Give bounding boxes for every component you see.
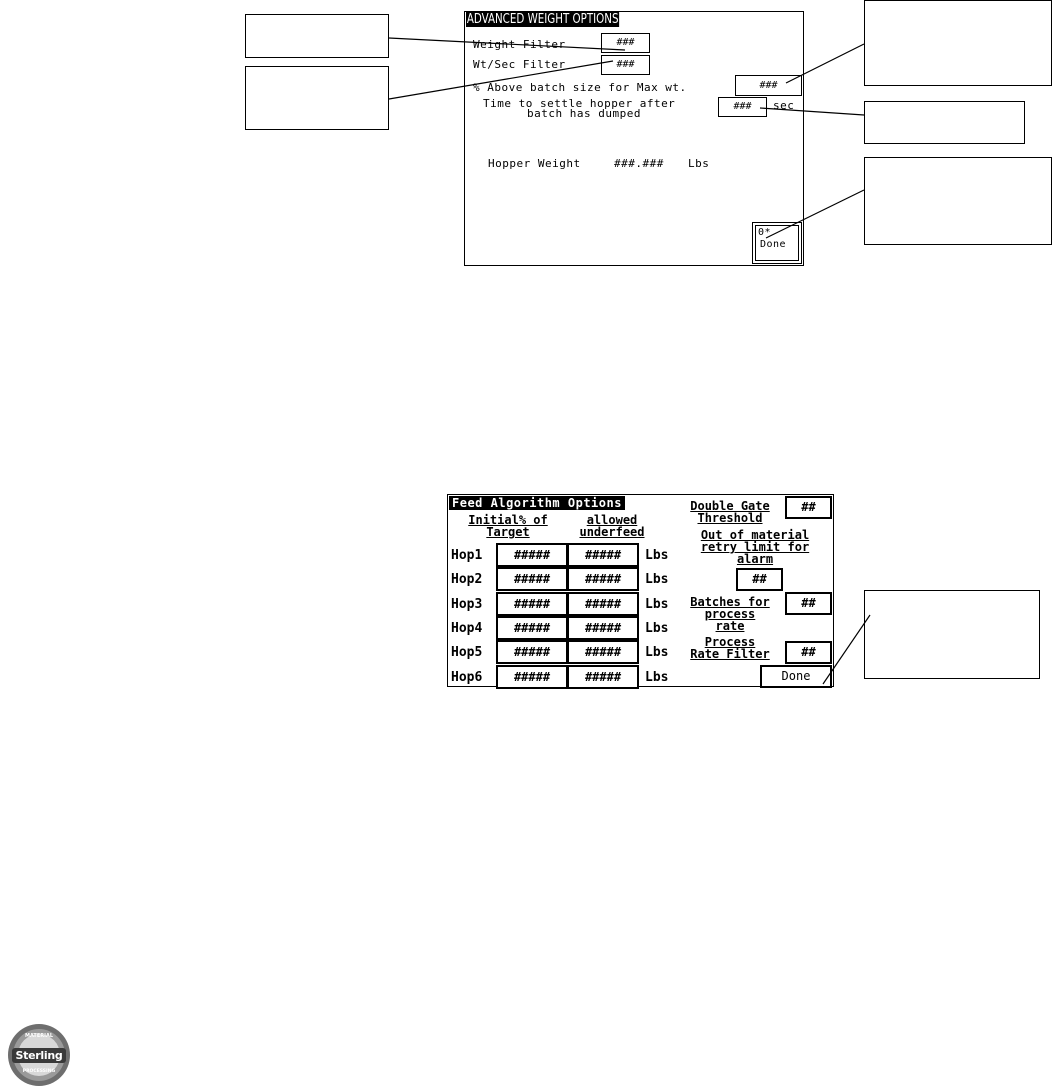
settle-unit: sec — [773, 99, 795, 112]
col2-header-line2: underfeed — [579, 525, 645, 539]
out-of-material-label-line2: retry limit for — [700, 540, 810, 554]
hop2-unit: Lbs — [645, 572, 669, 587]
hop1-label: Hop1 — [451, 548, 483, 563]
col1-header-line2: Target — [486, 525, 530, 539]
settle-time-field[interactable]: ### — [718, 97, 767, 117]
hopper-weight-label: Hopper Weight — [488, 157, 581, 170]
batches-label-line2: process — [704, 607, 756, 621]
callout-done-bottom — [864, 590, 1040, 679]
out-of-material-label-line1: Out of material — [700, 528, 810, 542]
done-key-shortcut: 0* — [758, 227, 772, 238]
settle-label-line1: Time to settle hopper after — [483, 97, 676, 110]
hop4-unit: Lbs — [645, 621, 669, 636]
logo-brand: Sterling — [15, 1049, 63, 1062]
hop3-underfeed-field[interactable]: ##### — [567, 592, 639, 616]
double-gate-label-line1: Double Gate — [690, 499, 770, 513]
hop1-unit: Lbs — [645, 548, 669, 563]
out-of-material-label-line3: alarm — [736, 552, 774, 566]
done-key-label: Done — [760, 239, 787, 250]
hop3-initial-field[interactable]: ##### — [496, 592, 568, 616]
hopper-weight-unit: Lbs — [688, 157, 710, 170]
settle-label-line2: batch has dumped — [527, 107, 641, 120]
hop2-underfeed-field[interactable]: ##### — [567, 567, 639, 591]
hop6-underfeed-field[interactable]: ##### — [567, 665, 639, 689]
feed-algorithm-options-title: Feed Algorithm Options — [449, 496, 625, 510]
hop2-initial-field[interactable]: ##### — [496, 567, 568, 591]
hop2-label: Hop2 — [451, 572, 483, 587]
batches-label-line1: Batches for — [690, 595, 770, 609]
done-key[interactable] — [752, 222, 802, 264]
col1-header-line1: Initial% of — [468, 513, 548, 527]
process-rate-field[interactable]: ## — [785, 641, 832, 664]
advanced-weight-options-title: ADVANCED WEIGHT OPTIONS — [466, 12, 619, 27]
hopper-weight-value: ###.### — [614, 157, 664, 170]
callout-settle-time — [864, 101, 1025, 144]
hop4-initial-field[interactable]: ##### — [496, 616, 568, 640]
hop5-unit: Lbs — [645, 645, 669, 660]
hop1-initial-field[interactable]: ##### — [496, 543, 568, 567]
hop1-underfeed-field[interactable]: ##### — [567, 543, 639, 567]
hop6-label: Hop6 — [451, 670, 483, 685]
batches-field[interactable]: ## — [785, 592, 832, 615]
above-batch-field[interactable]: ### — [735, 75, 802, 96]
callout-weight-filter — [245, 14, 389, 58]
hop3-label: Hop3 — [451, 597, 483, 612]
logo-top-text: MATERIAL — [24, 1033, 54, 1039]
col2-header-line1: allowed — [586, 513, 638, 527]
weight-filter-field[interactable]: ### — [601, 33, 650, 53]
hop5-underfeed-field[interactable]: ##### — [567, 640, 639, 664]
batches-label-line3: rate — [715, 619, 745, 633]
sterling-logo — [6, 1022, 72, 1088]
weight-filter-label: Weight Filter — [473, 38, 566, 51]
hop3-unit: Lbs — [645, 597, 669, 612]
hop6-unit: Lbs — [645, 670, 669, 685]
callout-above-batch — [864, 0, 1052, 86]
hop5-initial-field[interactable]: ##### — [496, 640, 568, 664]
callout-done-top — [864, 157, 1052, 245]
double-gate-field[interactable]: ## — [785, 496, 832, 519]
wt-sec-filter-field[interactable]: ### — [601, 55, 650, 75]
hop4-label: Hop4 — [451, 621, 483, 636]
wt-sec-filter-label: Wt/Sec Filter — [473, 58, 566, 71]
hop6-initial-field[interactable]: ##### — [496, 665, 568, 689]
hop5-label: Hop5 — [451, 645, 483, 660]
callout-wt-sec-filter — [245, 66, 389, 130]
hop4-underfeed-field[interactable]: ##### — [567, 616, 639, 640]
out-of-material-field[interactable]: ## — [736, 568, 783, 591]
double-gate-label-line2: Threshold — [697, 511, 763, 525]
process-rate-label-line2: Rate Filter — [690, 647, 770, 661]
feed-done-button[interactable]: Done — [760, 665, 832, 688]
above-batch-label: % Above batch size for Max wt. — [473, 81, 687, 94]
process-rate-label-line1: Process — [704, 635, 756, 649]
logo-bottom-text: PROCESSING — [22, 1069, 56, 1074]
